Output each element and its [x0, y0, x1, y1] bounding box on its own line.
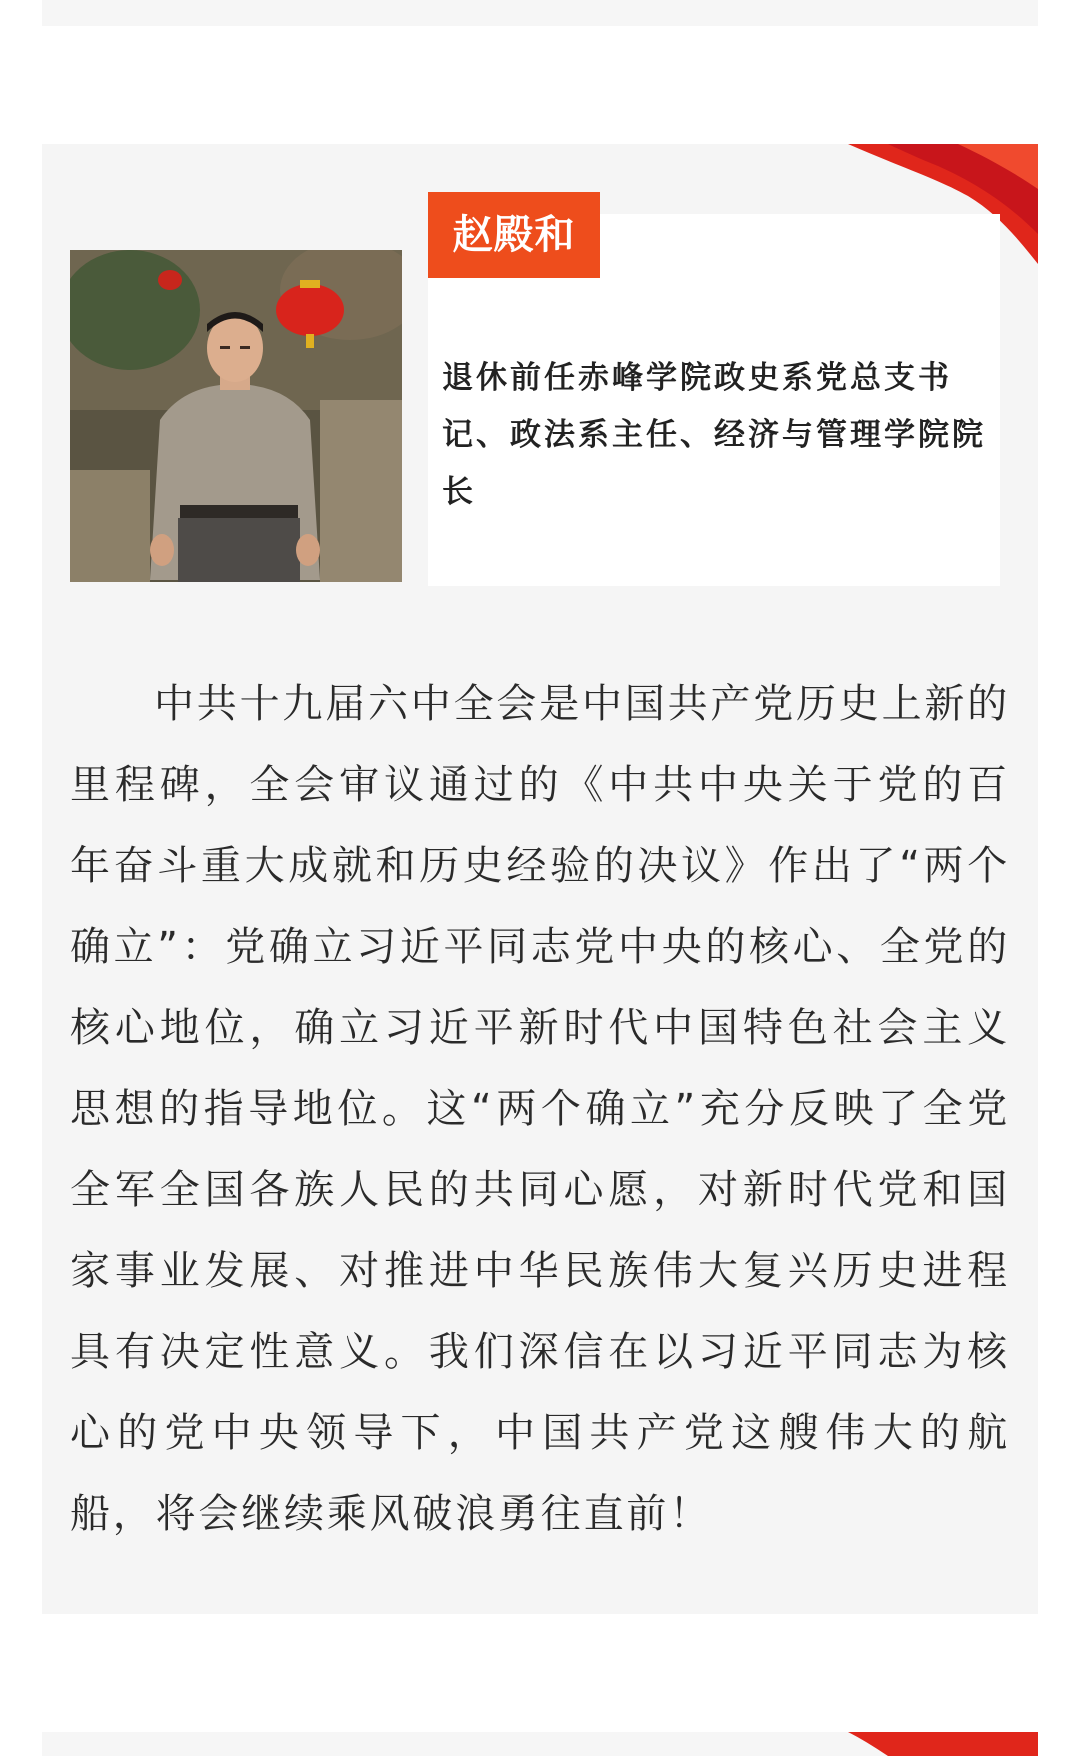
previous-card-edge	[42, 0, 1038, 26]
portrait-photo	[70, 250, 402, 582]
article-paragraph: 中共十九届六中全会是中国共产党历史上新的里程碑，全会审议通过的《中共中央关于党的百年奋斗重大成就和历史经验的决议》作出了“两个确立”：党确立习近平同志党中央的核心、全党的核心地位，确立习近平新时代中国特色社会主义思想的指导地位。这“两个确立”充分反映了全党全军全国各族人民的共同心愿，对新时代党和国家事业发展、对推进中华民族伟大复兴历史进程具有决定性意义。我们深信在以习近平同志为核心的党中央领导下，中国共产党这艘伟大的航船，将会继续乘风破浪勇往直前！	[70, 681, 1010, 1537]
bio-text: 退休前任赤峰学院政史系党总支书记、政法系主任、经济与管理学院院长	[442, 360, 986, 510]
name-tag: 赵殿和	[428, 192, 600, 278]
portrait-photo-icon	[70, 250, 402, 582]
profile-card	[42, 144, 1038, 1614]
next-card-ribbon-decoration	[848, 1732, 1038, 1756]
